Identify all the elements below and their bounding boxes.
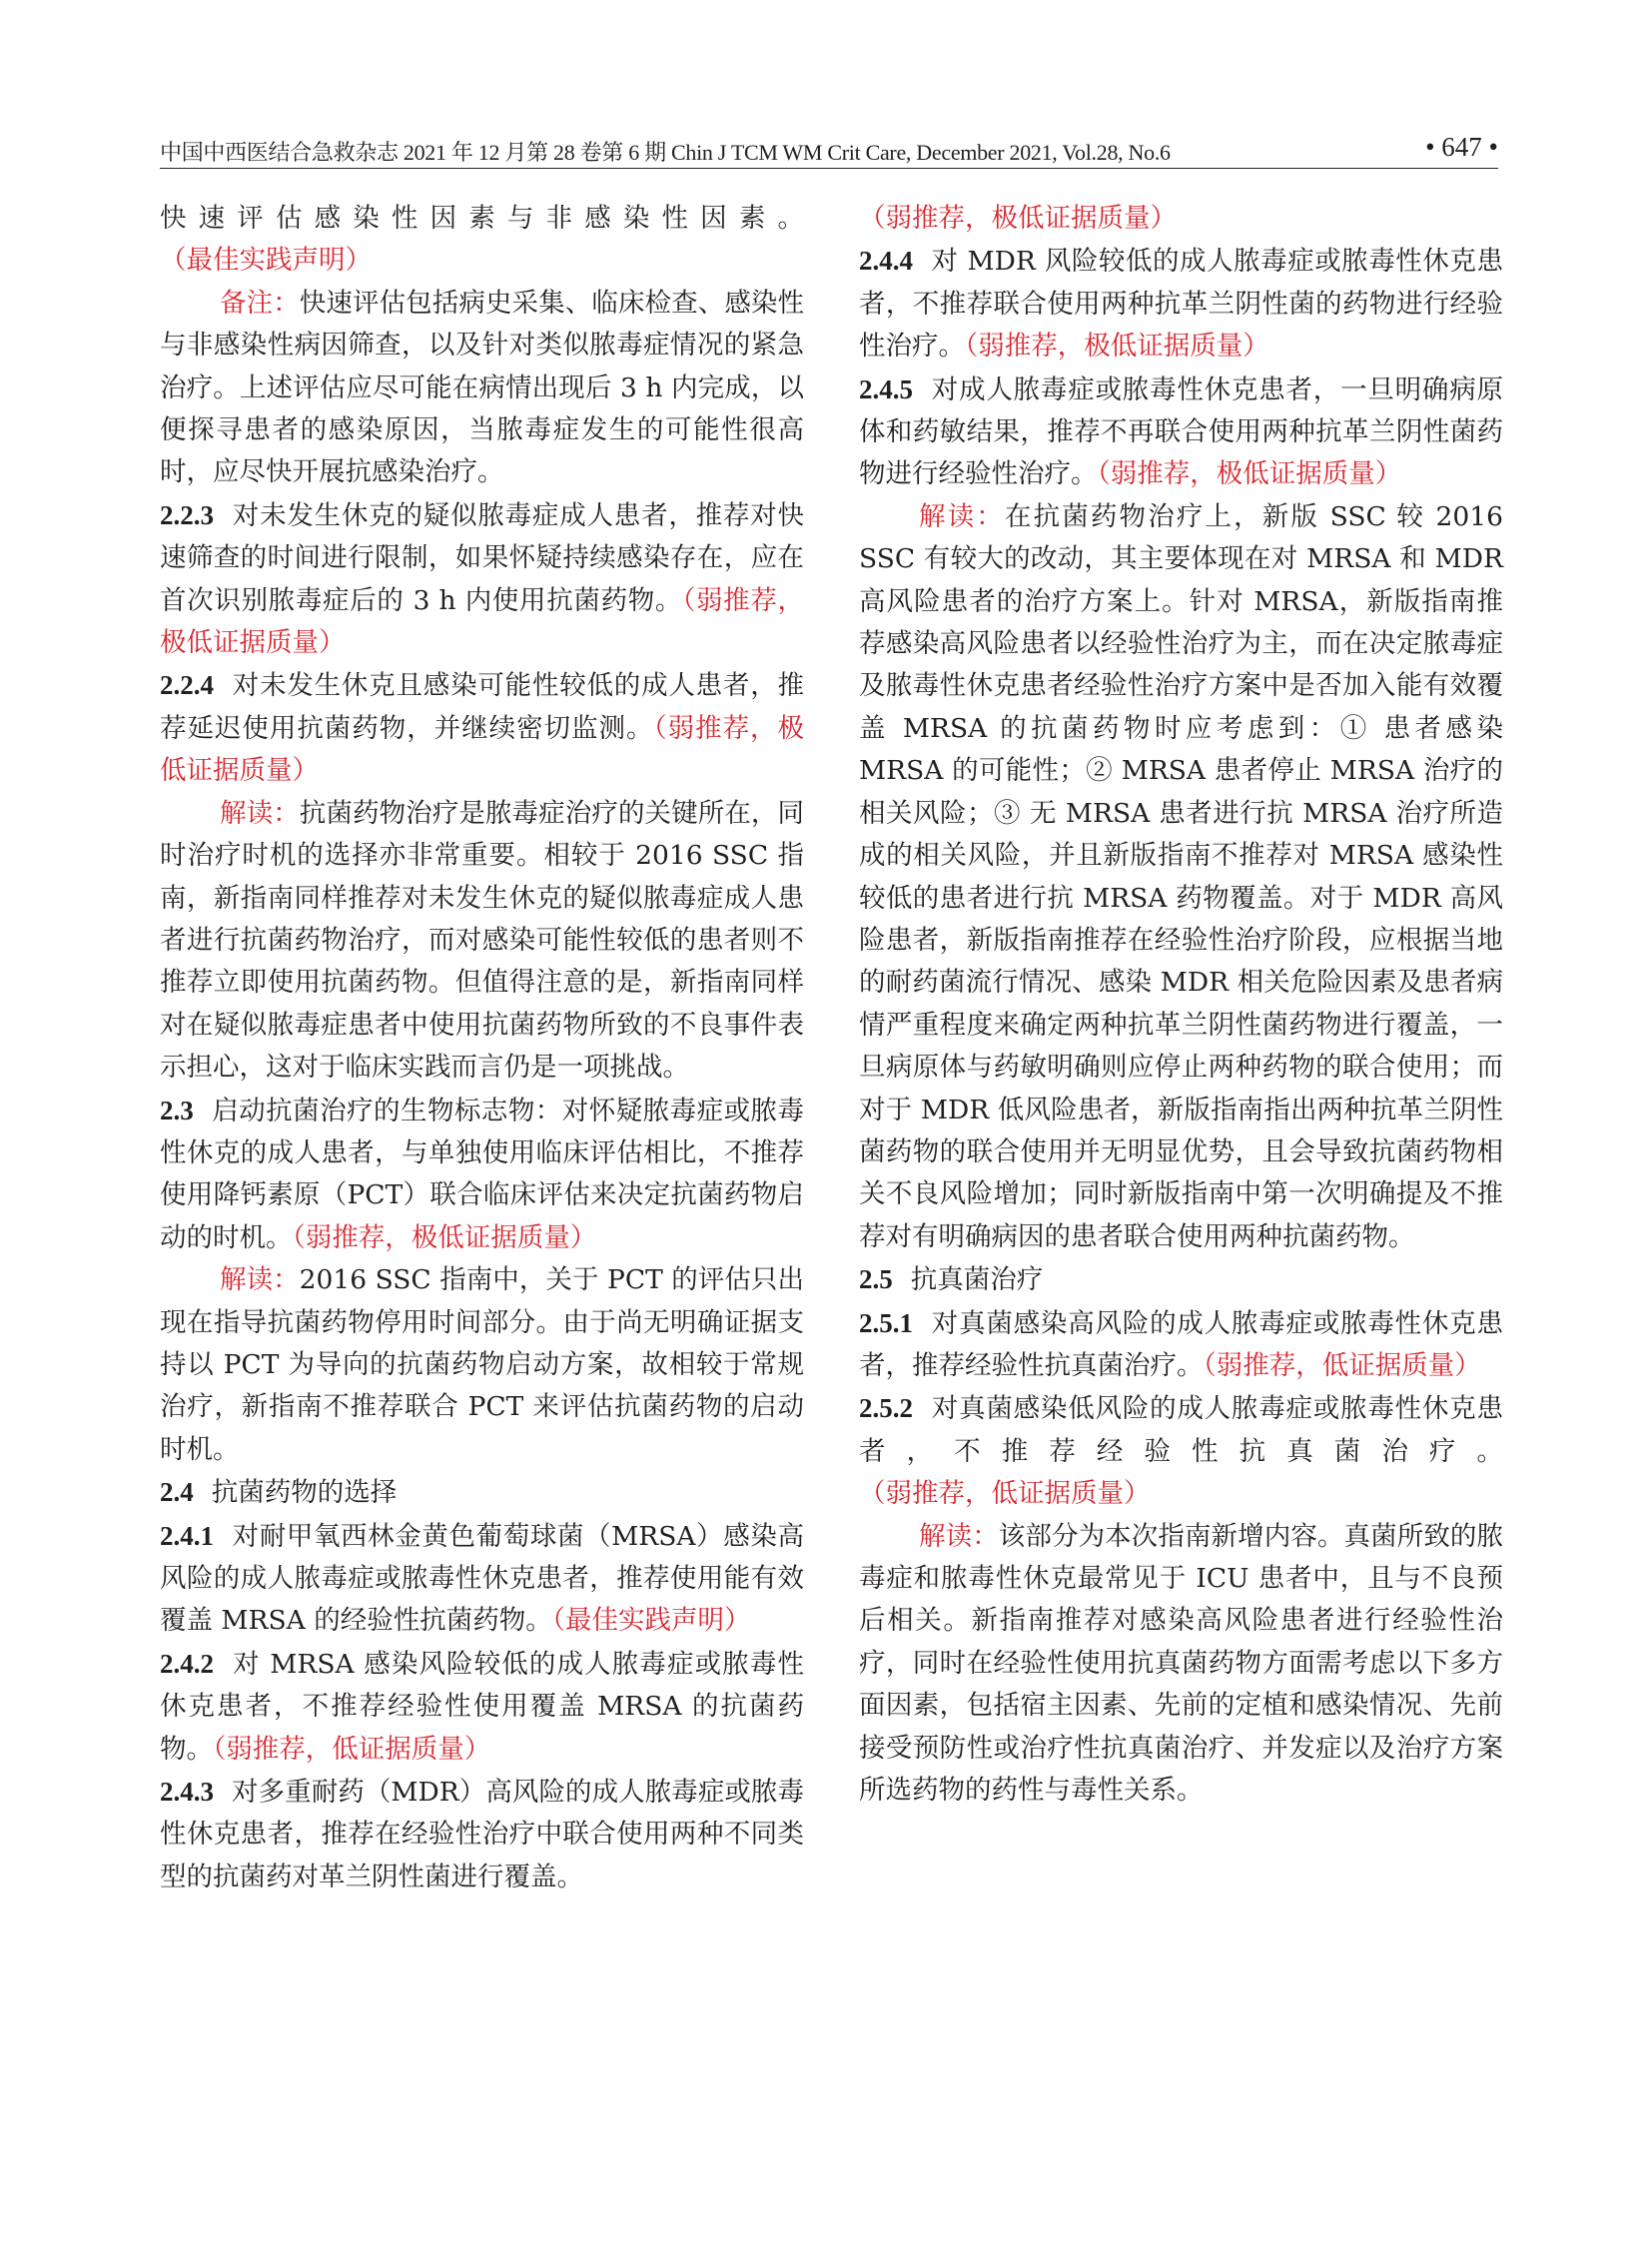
recommendation-2-4-1 [160, 1515, 804, 1643]
section-number: 2.5 [859, 1264, 893, 1295]
running-header [160, 128, 1498, 170]
recommendation-tag: （弱推荐，极低证据质量） [859, 203, 1177, 234]
section-number: 2.2.3 [160, 499, 214, 530]
left-column [160, 198, 804, 1898]
body-text: 对 MDR 风险较低的成人脓毒症或脓毒性休克患者，不推荐联合使用两种抗革兰阴性菌的药物进行经验性治疗。 [859, 246, 1503, 363]
section-number: 2.4.2 [160, 1648, 214, 1679]
interpretation-paragraph [859, 1516, 1503, 1813]
body-text: 快速评估感染性因素与非感染性因素。 [160, 203, 804, 234]
body-text: 对未发生休克且感染可能性较低的成人患者，推荐延迟使用抗菌药物，并继续密切监测。 [160, 670, 804, 744]
recommendation-2-5-1 [859, 1302, 1503, 1388]
note-paragraph [160, 283, 804, 494]
body-text: 2016 SSC 指南中，关于 PCT 的评估只出现在指导抗菌药物停用时间部分。由于尚无明确证据支持以 PCT 为导向的抗菌药物启动方案，故相较于常规治疗，新指南不推荐联合 PCT 来评估抗菌药物的启动时机。 [160, 1264, 804, 1465]
body-text: 对真菌感染高风险的成人脓毒症或脓毒性休克患者，推荐经验性抗真菌治疗。 [859, 1307, 1503, 1381]
body-text: 对成人脓毒症或脓毒性休克患者，一旦明确病原体和药敏结果，推荐不再联合使用两种抗革兰阴性菌药物进行经验性治疗。 [859, 374, 1503, 490]
section-2-3 [160, 1090, 804, 1260]
interpretation-label: 解读： [220, 1264, 300, 1296]
recommendation-tag: （弱推荐，极低证据质量） [160, 584, 805, 659]
body-text: 对未发生休克的疑似脓毒症成人患者，推荐对快速筛查的时间进行限制，如果怀疑持续感染存在，应在首次识别脓毒症后的 3 h 内使用抗菌药物。 [160, 499, 804, 616]
recommendation-2-5-2 [859, 1387, 1503, 1515]
section-number: 2.3 [160, 1095, 194, 1125]
recommendation-2-2-3 [160, 494, 804, 665]
recommendation-tag: （弱推荐，极低证据质量） [1097, 458, 1402, 490]
section-heading-2-4 [160, 1471, 804, 1514]
interpretation-paragraph [160, 793, 804, 1090]
recommendation-2-4-4 [859, 240, 1503, 368]
paragraph [859, 198, 1503, 240]
body-text: 对多重耐药（MDR）高风险的成人脓毒症或脓毒性休克患者，推荐在经验性治疗中联合使用两种不同类型的抗菌药对革兰阴性菌进行覆盖。 [160, 1777, 804, 1892]
section-heading-2-5 [859, 1258, 1503, 1301]
recommendation-tag: （弱推荐，低证据质量） [213, 1733, 491, 1765]
recommendation-2-4-2 [160, 1643, 804, 1771]
body-text: 抗菌药物治疗是脓毒症治疗的关键所在，同时治疗时机的选择亦非常重要。相较于 2016 SSC 指南，新指南同样推荐对未发生休克的疑似脓毒症成人患者进行抗菌药物治疗，而对感染可能性较低的患者则不推荐立即使用抗菌药物。但值得注意的是，新指南同样对在疑似脓毒症患者中使用抗菌药物所致的不良事件表示担心，这对于临床实践而言仍是一项挑战。 [160, 797, 805, 1084]
interpretation-paragraph [160, 1259, 804, 1471]
recommendation-tag: （最佳实践声明） [160, 245, 372, 277]
interpretation-label: 解读： [919, 500, 1005, 532]
recommendation-tag: （弱推荐，极低证据质量） [160, 712, 805, 787]
page-number: • 647 • [1425, 132, 1498, 162]
recommendation-2-2-4 [160, 664, 804, 792]
section-number: 2.4.4 [859, 246, 913, 277]
paragraph [160, 198, 804, 283]
header-rule [160, 168, 1498, 169]
section-title: 抗真菌治疗 [910, 1264, 1044, 1296]
recommendation-tag: （弱推荐，低证据质量） [859, 1478, 1151, 1510]
recommendation-2-4-5 [859, 369, 1503, 496]
section-number: 2.2.4 [160, 670, 214, 701]
recommendation-tag: （弱推荐，极低证据质量） [292, 1221, 597, 1253]
body-text: 启动抗菌治疗的生物标志物：对怀疑脓毒症或脓毒性休克的成人患者，与单独使用临床评估相比，不推荐使用降钙素原（PCT）联合临床评估来决定抗菌药物启动的时机。 [160, 1095, 804, 1253]
body-text: 对 MRSA 感染风险较低的成人脓毒症或脓毒性休克患者，不推荐经验性使用覆盖 MRSA 的抗菌药物。 [160, 1648, 804, 1765]
section-number: 2.4.5 [859, 374, 913, 404]
journal-citation: 中国中西医结合急救杂志 2021 年 12 月第 28 卷第 6 期 Chin J TCM WM Crit Care, December 2021, Vol.28, No.6 [160, 140, 1171, 165]
recommendation-tag: （最佳实践声明） [551, 1605, 751, 1637]
recommendation-tag: （弱推荐，极低证据质量） [965, 331, 1269, 363]
section-number: 2.4.3 [160, 1777, 214, 1808]
recommendation-2-4-3 [160, 1771, 804, 1898]
section-number: 2.4 [160, 1477, 194, 1508]
section-number: 2.4.1 [160, 1520, 214, 1551]
interpretation-paragraph [859, 496, 1503, 1258]
body-text: 对耐甲氧西林金黄色葡萄球菌（MRSA）感染高风险的成人脓毒症或脓毒性休克患者，推荐使用能有效覆盖 MRSA 的经验性抗菌药物。 [160, 1520, 804, 1637]
body-text: 该部分为本次指南新增内容。真菌所致的脓毒症和脓毒性休克最常见于 ICU 患者中，且与不良预后相关。新指南推荐对感染高风险患者进行经验性治疗，同时在经验性使用抗真菌药物方面需考虑以下多方面因素，包括宿主因素、先前的定植和感染情况、先前接受预防性或治疗性抗真菌治疗、并发症以及治疗方案所选药物的药性与毒性关系。 [859, 1520, 1504, 1807]
body-text: 对真菌感染低风险的成人脓毒症或脓毒性休克患者，不推荐经验性抗真菌治疗。 [859, 1393, 1503, 1467]
interpretation-label: 解读： [220, 797, 300, 829]
body-text: 在抗菌药物治疗上，新版 SSC 较 2016 SSC 有较大的改动，其主要体现在对 MRSA 和 MDR 高风险患者的治疗方案上。针对 MRSA，新版指南推荐感染高风险患者以经验性治疗为主，而在决定脓毒症及脓毒性休克患者经验性治疗方案中是否加入能有效覆盖 MRSA 的抗菌药物时应考虑到：① 患者感染 MRSA 的可能性；② MRSA 患者停止 MRSA 治疗的相关风险；③ 无 MRSA 患者进行抗 MRSA 治疗所造成的相关风险，并且新版指南不推荐对 MRSA 感染性较低的患者进行抗 MRSA 药物覆盖。对于 MDR 高风险患者，新版指南推荐在经验性治疗阶段，应根据当地的耐药菌流行情况、感染 MDR 相关危险因素及患者病情严重程度来确定两种抗革兰阴性菌药物进行覆盖，一旦病原体与药敏明确则应停止两种药物的联合使用；而对于 MDR 低风险患者，新版指南指出两种抗革兰阴性菌药物的联合使用并无明显优势，且会导致抗菌药物相关不良风险增加；同时新版指南中第一次明确提及不推荐对有明确病因的患者联合使用两种抗菌药物。 [859, 500, 1503, 1252]
note-label: 备注： [220, 287, 300, 319]
recommendation-tag: （弱推荐，低证据质量） [1203, 1349, 1481, 1381]
body-text: 快速评估包括病史采集、临床检查、感染性与非感染性病因筛查，以及针对类似脓毒症情况的紧急治疗。上述评估应尽可能在病情出现后 3 h 内完成，以便探寻患者的感染原因，当脓毒症发生的可能性很高时，应尽快开展抗感染治疗。 [160, 287, 805, 488]
interpretation-label: 解读： [919, 1520, 999, 1552]
section-title: 抗菌药物的选择 [211, 1477, 398, 1509]
right-column [859, 198, 1503, 1812]
section-number: 2.5.2 [859, 1393, 913, 1424]
section-number: 2.5.1 [859, 1307, 913, 1338]
